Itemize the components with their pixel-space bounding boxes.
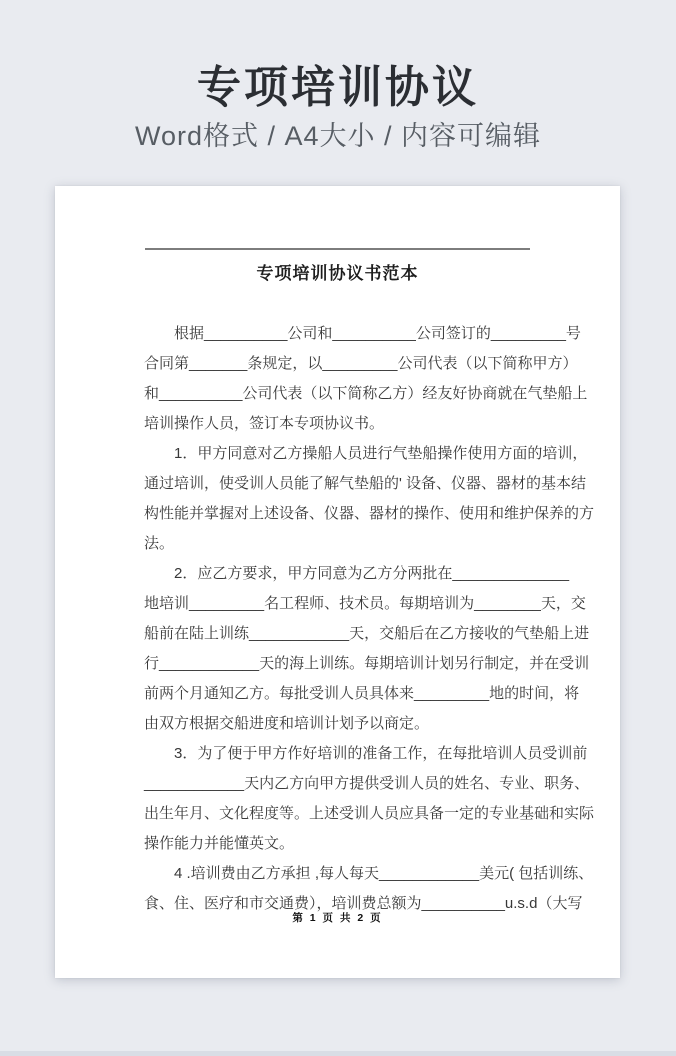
document-body	[144, 319, 595, 919]
document-page	[55, 186, 620, 978]
body-line: 法。	[144, 535, 175, 552]
bottom-strip	[0, 1051, 676, 1056]
body-line: 2．应乙方要求，甲方同意为乙方分两批在______________	[174, 565, 570, 582]
body-line: 地培训_________名工程师、技术员。每期培训为________天，交	[144, 595, 586, 612]
body-line: 1．甲方同意对乙方操船人员进行气垫船操作使用方面的培训，	[174, 445, 588, 462]
header	[0, 0, 676, 152]
body-line: 通过培训，使受训人员能了解气垫船的' 设备、仪器、器材的基本结	[144, 475, 587, 492]
body-line: 行____________天的海上训练。每期培训计划另行制定，并在受训	[144, 655, 590, 672]
body-line: 由双方根据交船进度和培训计划予以商定。	[144, 715, 430, 732]
body-line: 出生年月、文化程度等。上述受训人员应具备一定的专业基础和实际	[144, 805, 595, 822]
body-line: 构性能并掌握对上述设备、仪器、器材的操作、使用和维护保养的方	[144, 505, 595, 522]
body-line: 合同第_______条规定，以_________公司代表（以下简称甲方）	[144, 355, 578, 372]
body-line: 培训操作人员，签订本专项协议书。	[144, 415, 385, 432]
body-line: 食、住、医疗和市交通费），培训费总额为__________u.s.d（大写	[144, 895, 583, 912]
body-line: 前两个月通知乙方。每批受训人员具体来_________地的时间，将	[144, 685, 580, 702]
body-line: 4 .培训费由乙方承担 ,每人每天____________美元( 包括训练、	[174, 865, 594, 882]
page-number: 第 1 页 共 2 页	[292, 912, 383, 924]
page-title: 专项培训协议	[197, 63, 479, 112]
body-line: 根据__________公司和__________公司签订的_________号	[174, 325, 581, 342]
body-line: 船前在陆上训练____________天，交船后在乙方接收的气垫船上进	[144, 625, 590, 642]
document-title: 专项培训协议书范本	[256, 264, 419, 283]
body-line: ____________天内乙方向甲方提供受训人员的姓名、专业、职务、	[144, 775, 590, 792]
body-line: 操作能力并能懂英文。	[144, 835, 295, 852]
page-subtitle: Word格式 / A4大小 / 内容可编辑	[134, 121, 542, 151]
body-line: 和__________公司代表（以下简称乙方）经友好协商就在气垫船上	[144, 385, 588, 402]
top-rule	[145, 248, 530, 250]
body-line: 3．为了便于甲方作好培训的准备工作，在每批培训人员受训前	[174, 745, 588, 762]
